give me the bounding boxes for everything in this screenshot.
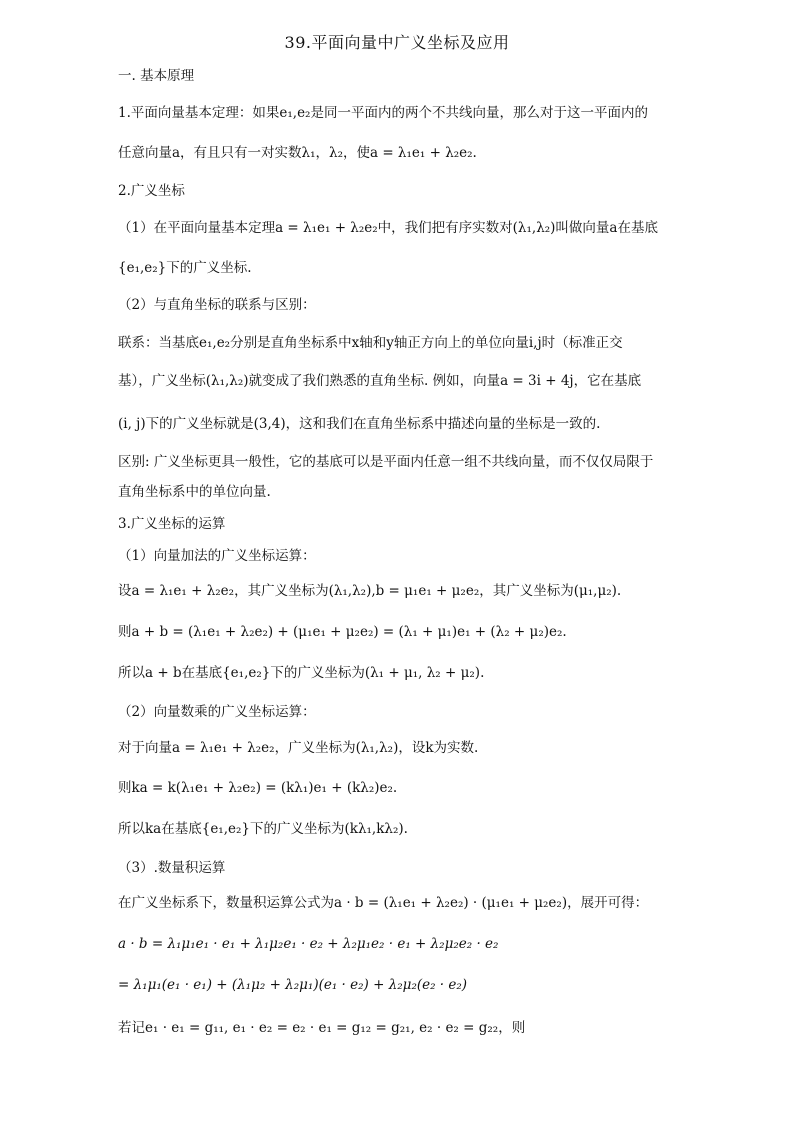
theorem-text-line-1: 1.平面向量基本定理：如果e₁,e₂是同一平面内的两个不共线向量，那么对于这一平面内的 <box>118 105 648 121</box>
addition-line-1: 设a = λ₁e₁ + λ₂e₂，其广义坐标为(λ₁,λ₂),b = μ₁e₁ + μ₂e₂，其广义坐标为(μ₁,μ₂). <box>118 583 622 599</box>
subsection-heading-scalar: （2）向量数乘的广义坐标运算： <box>118 704 316 720</box>
dot-product-line-1: 在广义坐标系下，数量积运算公式为a · b = (λ₁e₁ + λ₂e₂) · (μ₁e₁ + μ₂e₂)，展开可得： <box>118 895 649 911</box>
section-heading-operations: 3.广义坐标的运算 <box>118 516 226 532</box>
dot-product-formula-2: = λ₁μ₁(e₁ · e₁) + (λ₁μ₂ + λ₂μ₁)(e₁ · e₂) + λ₂μ₂(e₂ · e₂) <box>118 977 468 993</box>
addition-line-3: 所以a + b在基底{e₁,e₂}下的广义坐标为(λ₁ + μ₁, λ₂ + μ₂). <box>118 665 485 681</box>
subsection-heading-dot-product: （3）.数量积运算 <box>118 860 226 876</box>
scalar-line-1: 对于向量a = λ₁e₁ + λ₂e₂，广义坐标为(λ₁,λ₂)，设k为实数. <box>118 740 479 756</box>
definition-line-1: （1）在平面向量基本定理a = λ₁e₁ + λ₂e₂中，我们把有序实数对(λ₁,λ₂)叫做向量a在基底 <box>118 220 658 236</box>
difference-line-1: 区别: 广义坐标更具一般性，它的基底可以是平面内任意一组不共线向量，而不仅仅局限于 <box>118 454 654 470</box>
relation-line-3: (i, j)下的广义坐标就是(3,4)，这和我们在直角坐标系中描述向量的坐标是一致的. <box>118 416 601 432</box>
definition-line-2: {e₁,e₂}下的广义坐标. <box>118 260 252 276</box>
relation-line-2: 基），广义坐标(λ₁,λ₂)就变成了我们熟悉的直角坐标. 例如，向量a = 3i + 4j，它在基底 <box>118 373 642 389</box>
difference-line-2: 直角坐标系中的单位向量. <box>118 484 271 500</box>
subsection-heading-relation: （2）与直角坐标的联系与区别： <box>118 297 316 313</box>
addition-line-2: 则a + b = (λ₁e₁ + λ₂e₂) + (μ₁e₁ + μ₂e₂) = (λ₁ + μ₁)e₁ + (λ₂ + μ₂)e₂. <box>118 624 567 640</box>
subsection-heading-addition: （1）向量加法的广义坐标运算： <box>118 548 316 564</box>
section-heading-generalized-coordinates: 2.广义坐标 <box>118 183 185 199</box>
dot-product-formula-1: a · b = λ₁μ₁e₁ · e₁ + λ₁μ₂e₁ · e₂ + λ₂μ₁e₂ · e₁ + λ₂μ₂e₂ · e₂ <box>118 936 499 952</box>
page-title: 39.平面向量中广义坐标及应用 <box>284 33 510 52</box>
dot-product-line-2: 若记e₁ · e₁ = g₁₁, e₁ · e₂ = e₂ · e₁ = g₁₂ = g₂₁, e₂ · e₂ = g₂₂，则 <box>118 1020 526 1036</box>
scalar-line-2: 则ka = k(λ₁e₁ + λ₂e₂) = (kλ₁)e₁ + (kλ₂)e₂. <box>118 780 398 796</box>
section-heading-basic-principles: 一. 基本原理 <box>118 68 195 84</box>
relation-line-1: 联系：当基底e₁,e₂分别是直角坐标系中x轴和y轴正方向上的单位向量i,j时（标准正交 <box>118 335 623 351</box>
theorem-text-line-2: 任意向量a，有且只有一对实数λ₁，λ₂，使a = λ₁e₁ + λ₂e₂. <box>118 145 477 161</box>
scalar-line-3: 所以ka在基底{e₁,e₂}下的广义坐标为(kλ₁,kλ₂). <box>118 821 408 837</box>
